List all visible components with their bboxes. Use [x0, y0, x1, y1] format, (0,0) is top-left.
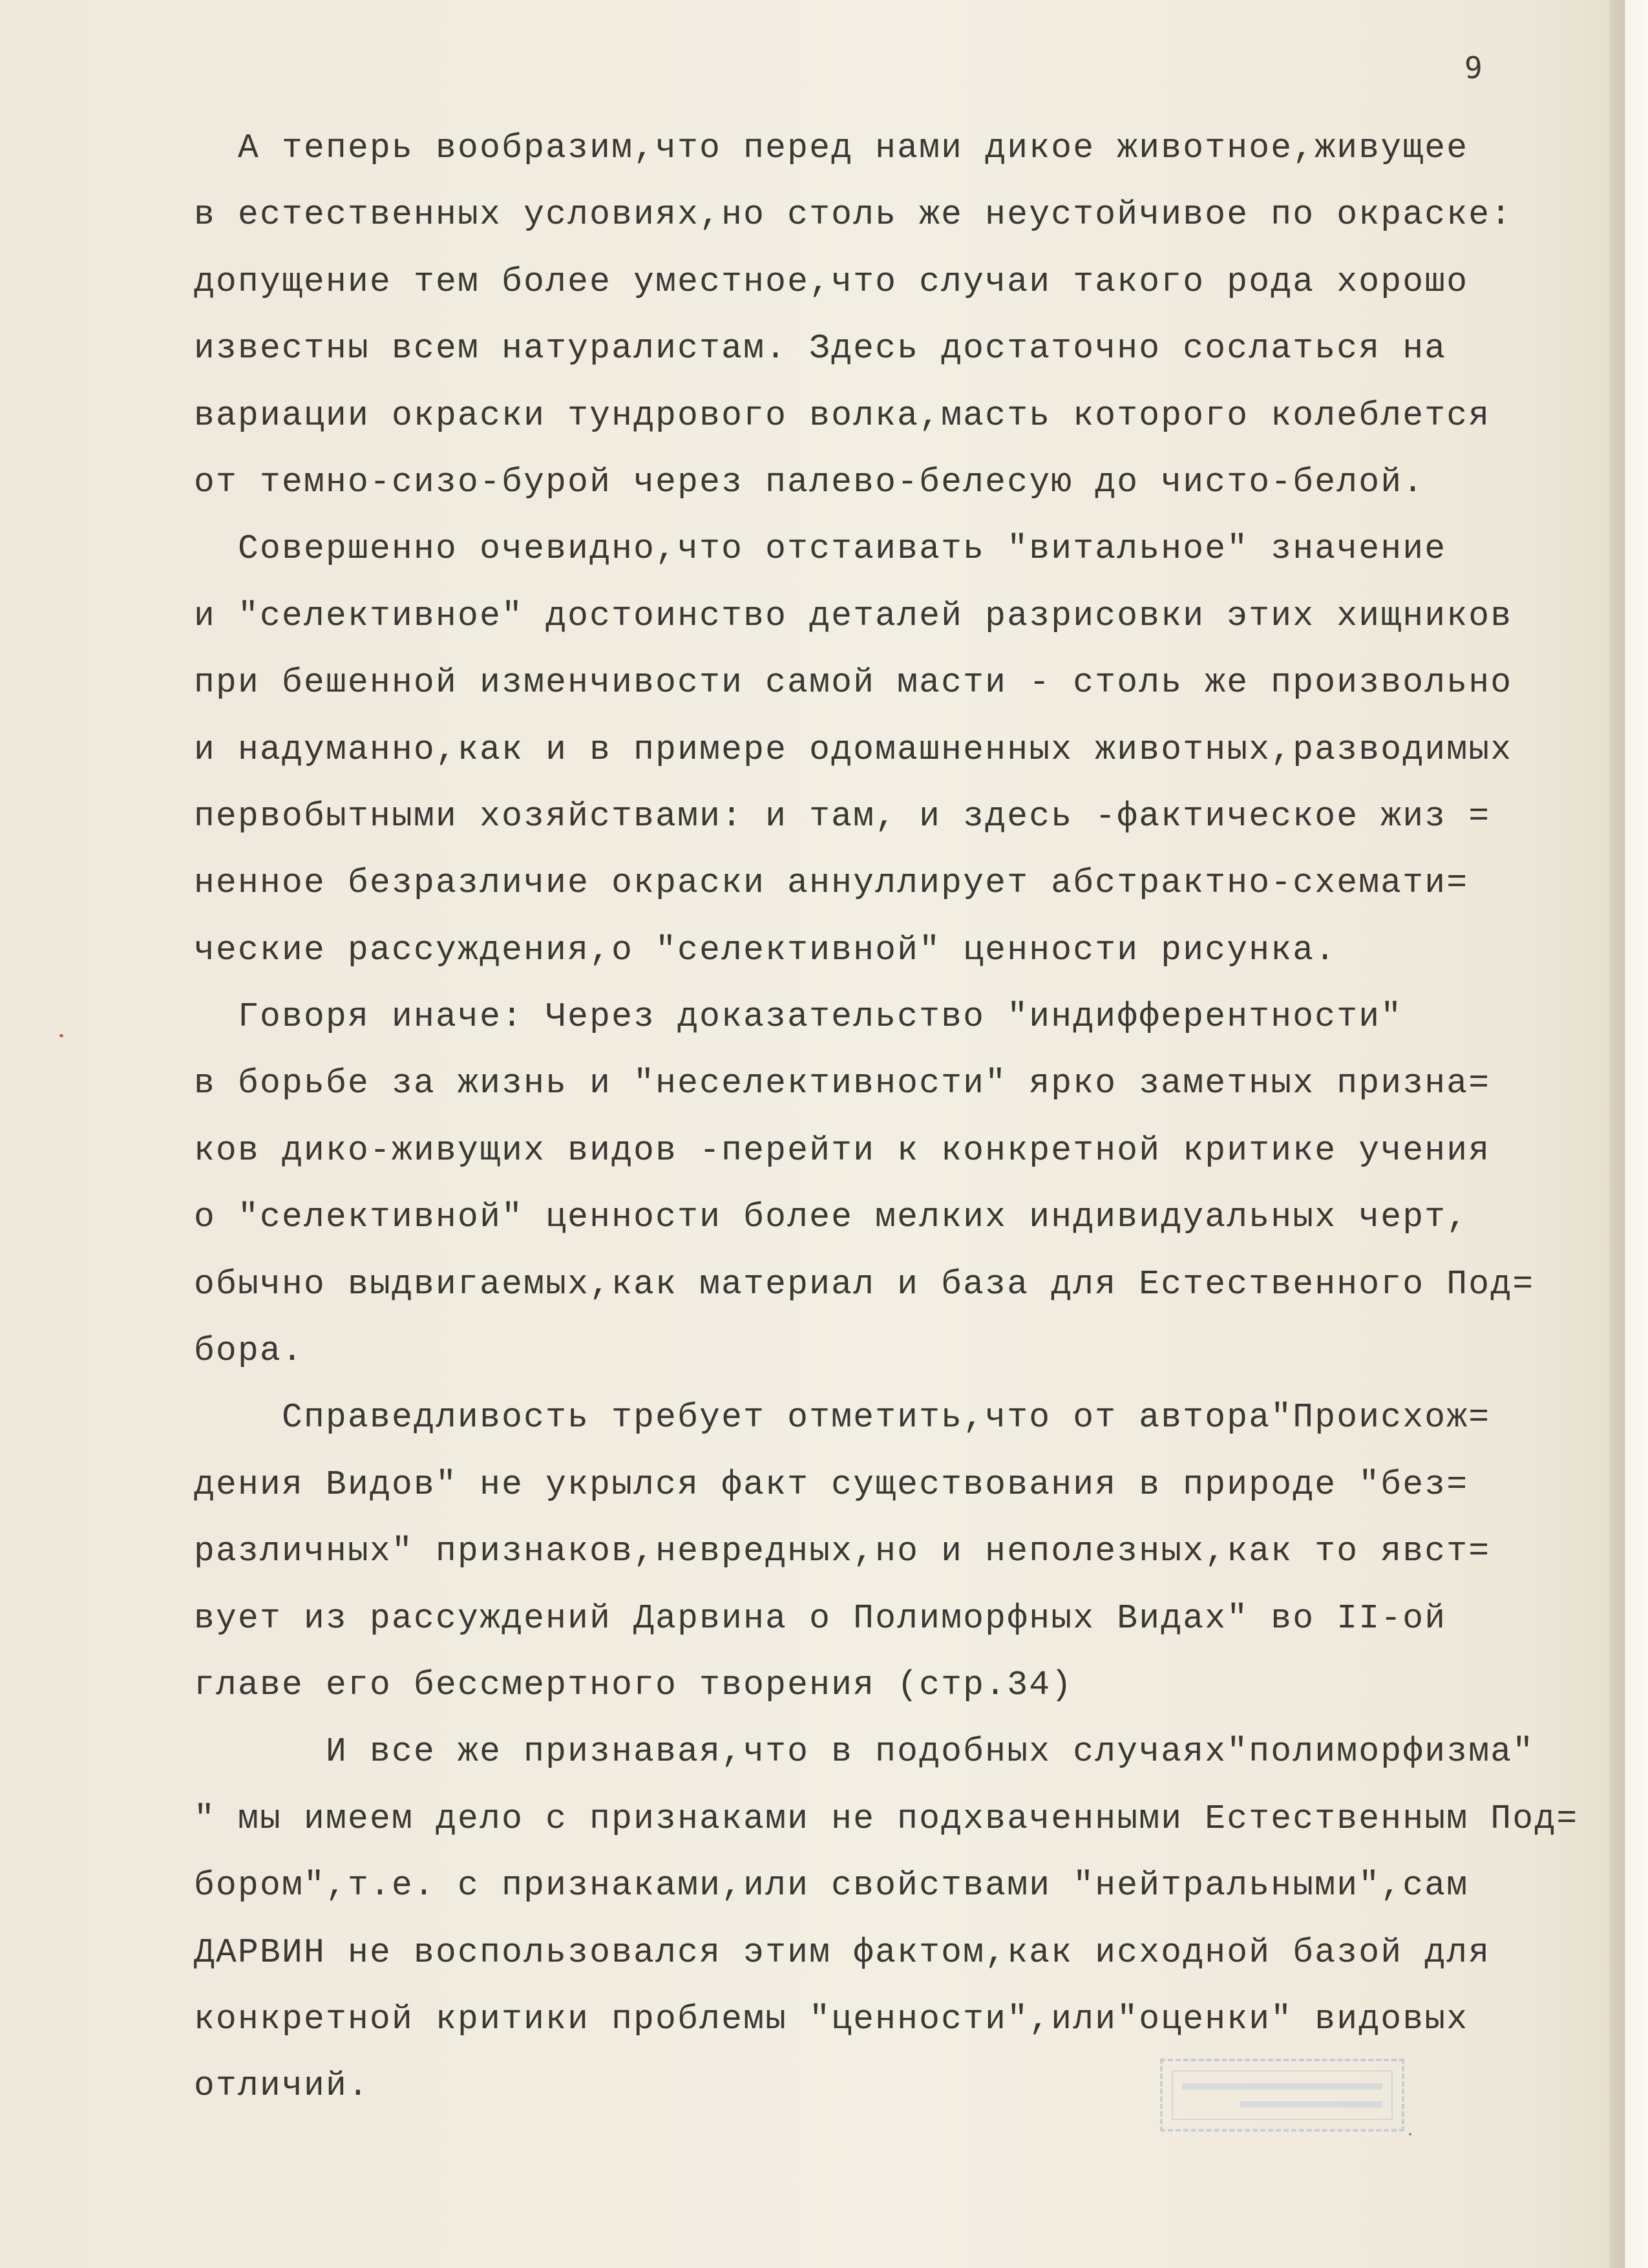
text-line: различных" признаков,невредных,но и неполезных,как то явст= [194, 1532, 1491, 1571]
text-line: в борьбе за жизнь и "неселективности" ярко заметных призна= [194, 1064, 1491, 1103]
paper-speck [1409, 2133, 1411, 2136]
text-line: отличий. [194, 2066, 370, 2106]
paper-speck [59, 1034, 63, 1037]
text-line: о "селективной" ценности более мелких индивидуальных черт, [194, 1198, 1469, 1237]
stamp-faded-text [1182, 2083, 1382, 2090]
text-line: обычно выдвигаемых,как материал и база для Естественного Под= [194, 1264, 1535, 1304]
typewritten-text [194, 115, 1579, 2120]
text-line: Совершенно очевидно,что отстаивать "витальное" значение [194, 529, 1447, 569]
stamp-faded-text [1240, 2101, 1382, 2108]
text-line: при бешенной изменчивости самой масти - столь же произвольно [194, 663, 1513, 703]
text-line: ческие рассуждения,о "селективной" ценности рисунка. [194, 930, 1337, 970]
text-line: ков дико-живущих видов -перейти к конкретной критике учения [194, 1130, 1491, 1170]
paper-edge [1609, 0, 1648, 2268]
text-line: бора. [194, 1331, 304, 1371]
page-number: 9 [1464, 50, 1483, 85]
text-line: и надуманно,как и в примере одомашненных животных,разводимых [194, 730, 1513, 769]
stamp-border [1172, 2070, 1393, 2120]
archive-stamp [1160, 2059, 1404, 2132]
text-line: " мы имеем дело с признаками не подхваченными Естественным Под= [194, 1799, 1579, 1838]
text-line: И все же признавая,что в подобных случаях"полиморфизма" [194, 1732, 1535, 1772]
text-line: Говоря иначе: Через доказательство "индифферентности" [194, 997, 1403, 1037]
text-line: и "селективное" достоинство деталей разрисовки этих хищников [194, 596, 1513, 635]
text-line: дения Видов" не укрылся факт существования в природе "без= [194, 1465, 1469, 1504]
text-line: от темно-сизо-бурой через палево-белесую до чисто-белой. [194, 462, 1425, 502]
text-line: Справедливость требует отметить,что от автора"Происхож= [194, 1398, 1491, 1437]
text-line: вует из рассуждений Дарвина о Полиморфных Видах" во II-ой [194, 1598, 1447, 1638]
text-line: в естественных условиях,но столь же неустойчивое по окраске: [194, 195, 1513, 235]
text-line: известны всем натуралистам. Здесь достаточно сослаться на [194, 329, 1447, 368]
text-line: ненное безразличие окраски аннуллирует абстрактно-схемати= [194, 864, 1469, 903]
text-line: конкретной критики проблемы "ценности",или"оценки" видовых [194, 1999, 1469, 2039]
text-line: допущение тем более уместное,что случаи такого рода хорошо [194, 262, 1469, 301]
text-line: ДАРВИН не воспользовался этим фактом,как исходной базой для [194, 1933, 1491, 1972]
text-line: первобытными хозяйствами: и там, и здесь -фактическое жиз = [194, 796, 1491, 836]
text-line: бором",т.е. с признаками,или свойствами "нейтральными",сам [194, 1866, 1469, 1905]
text-line: А теперь вообразим,что перед нами дикое животное,живущее [194, 129, 1469, 167]
text-line: главе его бессмертного творения (стр.34) [194, 1665, 1073, 1704]
text-line: вариации окраски тундрового волка,масть которого колеблется [194, 396, 1491, 435]
